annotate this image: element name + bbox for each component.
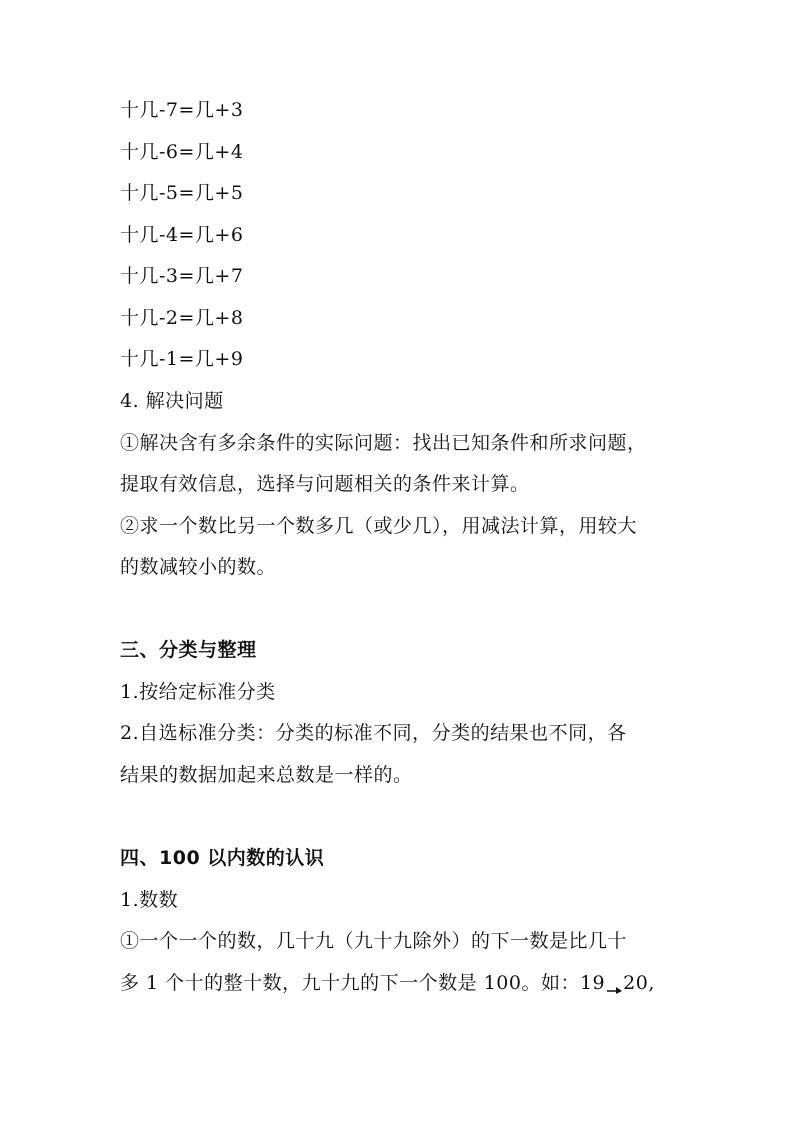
paragraph-text-end: 20, (623, 972, 655, 994)
paragraph-line: ②求一个数比另一个数多几（或少几），用减法计算，用较大 (120, 515, 638, 537)
paragraph-line: 结果的数据加起来总数是一样的。 (120, 764, 413, 786)
formula-line: 十几-4=几+6 (120, 224, 244, 246)
paragraph-line: 提取有效信息，选择与问题相关的条件来计算。 (120, 473, 530, 495)
paragraph-line: 1.数数 (120, 889, 179, 911)
section-heading-numbers: 四、100 以内数的认识 (120, 847, 325, 869)
paragraph-line: ①一个一个的数，几十九（九十九除外）的下一数是比几十 (120, 930, 628, 952)
formula-line: 十几-2=几+8 (120, 307, 244, 329)
paragraph-text: 多 1 个十的整十数，九十九的下一个数是 100。如：19 (120, 972, 606, 994)
paragraph-line: ①解决含有多余条件的实际问题：找出已知条件和所求问题， (120, 432, 647, 454)
paragraph-line (120, 971, 655, 995)
section-heading-classification: 三、分类与整理 (120, 639, 257, 661)
formula-line: 十几-5=几+5 (120, 182, 244, 204)
paragraph-line: 2.自选标准分类：分类的标准不同，分类的结果也不同，各 (120, 722, 627, 744)
formula-line: 十几-6=几+4 (120, 141, 244, 163)
paragraph-line: 1.按给定标准分类 (120, 681, 276, 703)
paragraph-line: 的数减较小的数。 (120, 556, 277, 578)
formula-line: 十几-7=几+3 (120, 99, 244, 121)
arrow-icon (605, 977, 623, 995)
section-title-problem-solving: 4. 解决问题 (120, 390, 224, 412)
formula-line: 十几-3=几+7 (120, 265, 244, 287)
formula-line: 十几-1=几+9 (120, 348, 244, 370)
